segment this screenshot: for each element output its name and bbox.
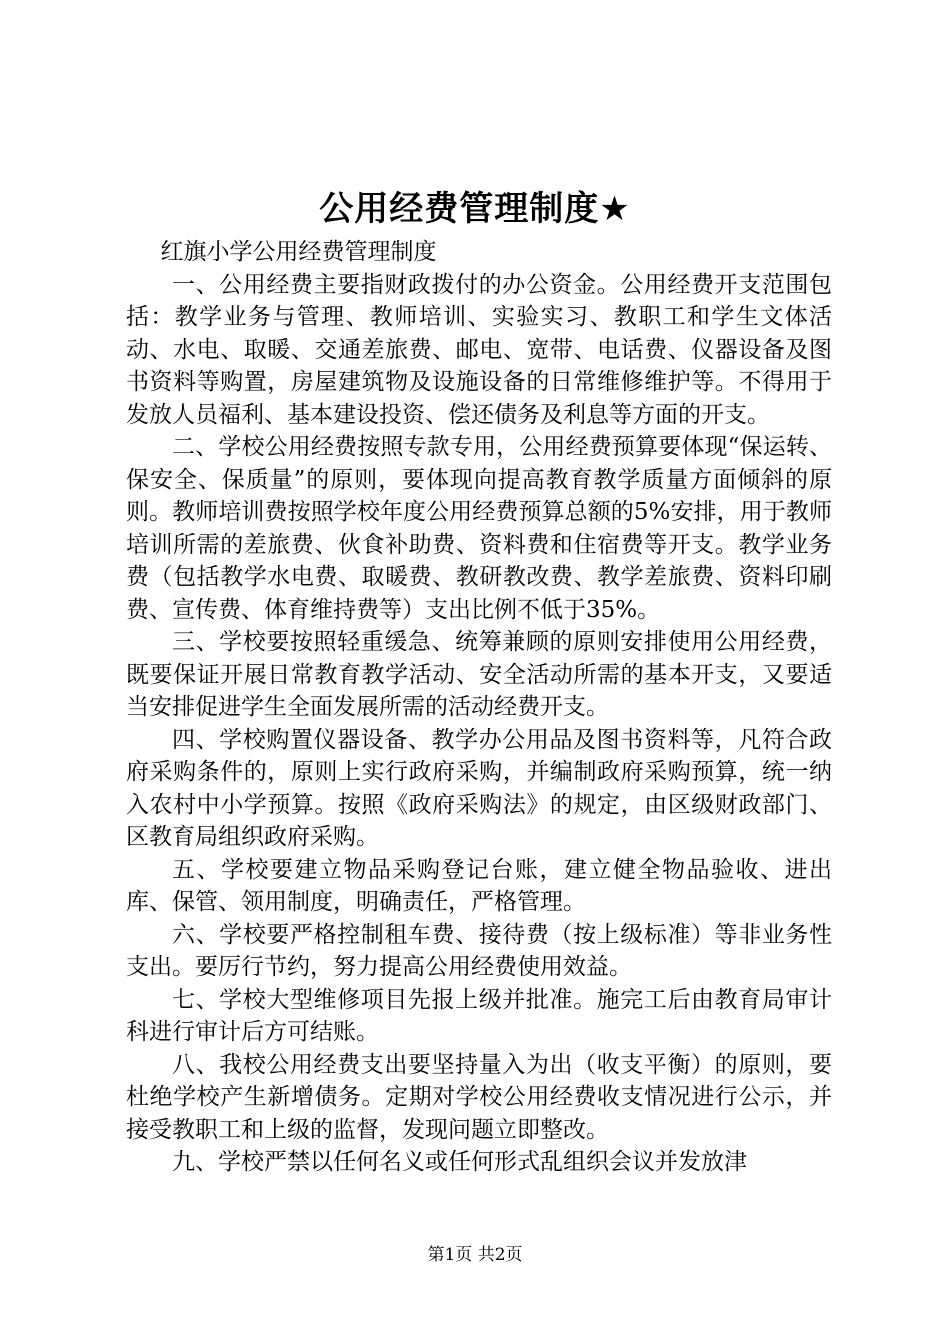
paragraph-6: 六、学校要严格控制租车费、接待费（按上级标准）等非业务性支出。要厉行节约，努力提高公用经费使用效益。 <box>126 921 832 980</box>
page-number-footer: 第1页 共2页 <box>427 1245 523 1265</box>
paragraph-2: 二、学校公用经费按照专款专用，公用经费预算要体现“保运转、保安全、保质量”的原则，要体现向提高教育教学质量方面倾斜的原则。教师培训费按照学校年度公用经费预算总额的5%安排，用于教师培训所需的差旅费、伙食补助费、资料费和住宿费等开支。教学业务费（包括教学水电费、取暖费、教研教改费、教学差旅费、资料印刷费、宣传费、体育维持费等）支出比例不低于35%。 <box>126 434 832 623</box>
document-title: 公用经费管理制度★ <box>319 189 631 229</box>
paragraph-9: 九、学校严禁以任何名义或任何形式乱组织会议并发放津 <box>172 1149 747 1175</box>
document-subtitle: 红旗小学公用经费管理制度 <box>160 239 437 265</box>
paragraph-4: 四、学校购置仪器设备、教学办公用品及图书资料等，凡符合政府采购条件的，原则上实行政府采购，并编制政府采购预算，统一纳入农村中小学预算。按照《政府采购法》的规定，由区级财政部门、区教育局组织政府采购。 <box>126 726 832 850</box>
paragraph-5: 五、学校要建立物品采购登记台账，建立健全物品验收、进出库、保管、领用制度，明确责任，严格管理。 <box>126 856 832 915</box>
paragraph-3: 三、学校要按照轻重缓急、统筹兼顾的原则安排使用公用经费，既要保证开展日常教育教学活动、安全活动所需的基本开支，又要适当安排促进学生全面发展所需的活动经费开支。 <box>126 629 832 720</box>
paragraph-7: 七、学校大型维修项目先报上级并批准。施完工后由教育局审计科进行审计后方可结账。 <box>126 986 832 1045</box>
document-body <box>126 236 832 1179</box>
paragraph-1: 一、公用经费主要指财政拨付的办公资金。公用经费开支范围包括：教学业务与管理、教师培训、实验实习、教职工和学生文体活动、水电、取暖、交通差旅费、邮电、宽带、电话费、仪器设备及图书资料等购置，房屋建筑物及设施设备的日常维修维护等。不得用于发放人员福利、基本建设投资、偿还债务及利息等方面的开支。 <box>126 271 832 428</box>
paragraph-8: 八、我校公用经费支出要坚持量入为出（收支平衡）的原则，要杜绝学校产生新增债务。定期对学校公用经费收支情况进行公示，并接受教职工和上级的监督，发现问题立即整改。 <box>126 1051 832 1143</box>
